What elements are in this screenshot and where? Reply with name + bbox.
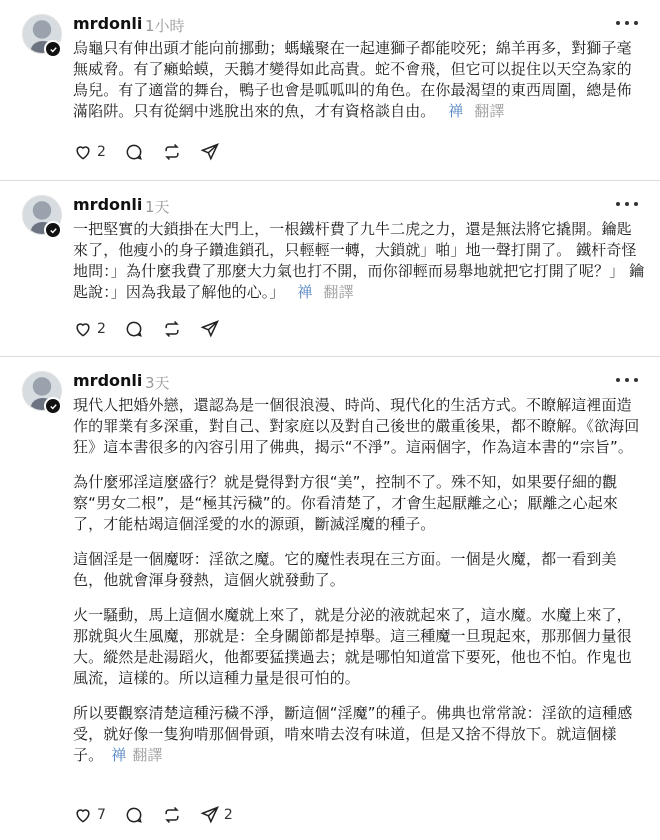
post-paragraph: 為什麼邪淫這麼盛行？就是覺得對方很“美”，控制不了。殊不知，如果要仔細的觀察“男女二根”，是“極其污穢”的。你看清楚了，才會生起厭離之心；厭離之心起來了，才能枯竭這個淫愛的水的源頭，斷滅淫魔的種子。 <box>73 473 618 533</box>
more-options-icon[interactable] <box>616 199 638 209</box>
heart-icon <box>73 142 93 162</box>
post-actions <box>73 803 251 827</box>
language-tag: 禅 <box>111 746 127 764</box>
more-options-icon[interactable] <box>616 18 638 28</box>
comment-icon <box>124 805 144 825</box>
username[interactable]: mrdonli <box>73 14 143 33</box>
post-paragraph: 一把堅實的大鎖掛在大門上，一根鐵杆費了九牛二虎之力，還是無法將它撬開。鑰匙來了，他瘦小的身子鑽進鎖孔，只輕輕一轉，大鎖就」啪」地一聲打開了。 鐵杆奇怪地問：」為什麼我費了那麼大力氣也打不開，而你卻輕而易舉地就把它打開了呢？」 鑰匙說：」因為我最了解他的心。」 <box>73 220 645 301</box>
post-body <box>73 219 645 303</box>
translate-link[interactable]: 翻譯 <box>132 746 163 764</box>
post-paragraph: 火一騷動，馬上這個水魔就上來了，就是分泌的液就起來了，這水魔。水魔上來了，那就與火生風魔，那就是：全身關節都是掉舉。這三種魔一旦現起來，那那個力量很大。縱然是赴湯蹈火，他都要猛撲過去；就是哪怕知道當下要死，他也不怕。作鬼也風流，這樣的。所以這種力量是很可怕的。 <box>73 606 632 687</box>
language-tag: 禅 <box>448 102 464 120</box>
send-icon <box>200 319 220 339</box>
verified-badge-icon <box>44 221 62 239</box>
like-button[interactable] <box>73 142 106 162</box>
reply-button[interactable] <box>124 142 144 162</box>
username[interactable]: mrdonli <box>73 371 143 390</box>
post-time[interactable]: 1天 <box>145 198 170 216</box>
send-icon <box>200 142 220 162</box>
repost-button[interactable] <box>162 142 182 162</box>
like-count: 7 <box>97 807 106 823</box>
post-actions <box>73 317 242 341</box>
comment-icon <box>124 319 144 339</box>
post-actions <box>73 140 242 164</box>
like-button[interactable] <box>73 319 106 339</box>
reply-button[interactable] <box>124 319 144 339</box>
share-button[interactable] <box>200 805 233 825</box>
verified-badge-icon <box>44 397 62 415</box>
heart-icon <box>73 805 93 825</box>
post-divider <box>0 356 660 357</box>
repost-button[interactable] <box>162 805 182 825</box>
share-count: 2 <box>223 807 233 823</box>
repost-icon <box>162 805 182 825</box>
send-icon <box>200 805 220 825</box>
post-body <box>73 38 645 122</box>
repost-icon <box>162 319 182 339</box>
share-button[interactable] <box>200 319 224 339</box>
post-paragraph-last <box>73 703 645 766</box>
translate-link[interactable]: 翻譯 <box>474 102 505 120</box>
repost-button[interactable] <box>162 319 182 339</box>
post-paragraph: 現代人把婚外戀，還認為是一個很浪漫、時尚、現代化的生活方式。不瞭解這裡面造作的罪業有多深重，對自己、對家庭以及對自己後世的嚴重後果，都不瞭解。《欲海回狂》這本書很多的內容引用了佛典，揭示“不淨”。這兩個字，作為這本書的“宗旨”。 <box>73 396 640 456</box>
heart-icon <box>73 319 93 339</box>
post-paragraph: 所以要觀察清楚這種污穢不淨，斷這個“淫魔”的種子。佛典也常常說：淫欲的這種感受，就好像一隻狗啃那個骨頭，啃來啃去沒有味道，但是又捨不得放下。就這個樣子。 <box>73 704 633 764</box>
share-button[interactable] <box>200 142 224 162</box>
post-paragraph: 烏龜只有伸出頭才能向前挪動；螞蟻聚在一起連獅子都能咬死；綿羊再多，對獅子毫無威脅。有了癩蛤蟆，天鵝才變得如此高貴。蛇不會飛，但它可以捉住以天空為家的鳥兒。有了適當的舞台，鴨子也會是呱呱叫的角色。在你最渴望的東西周圍，總是佈滿陷阱。只有從網中逃脫出來的魚，才有資格談自由。 <box>73 39 632 120</box>
like-button[interactable] <box>73 805 106 825</box>
post-time[interactable]: 3天 <box>145 374 170 392</box>
post-time[interactable]: 1小時 <box>145 17 185 35</box>
reply-button[interactable] <box>124 805 144 825</box>
verified-badge-icon <box>44 40 62 58</box>
username[interactable]: mrdonli <box>73 195 143 214</box>
repost-icon <box>162 142 182 162</box>
like-count: 2 <box>97 144 106 160</box>
post-divider <box>0 180 660 181</box>
post-body <box>73 395 645 766</box>
comment-icon <box>124 142 144 162</box>
translate-link[interactable]: 翻譯 <box>323 283 354 301</box>
language-tag: 禅 <box>297 283 313 301</box>
post-paragraph: 這個淫是一個魔呀：淫欲之魔。它的魔性表現在三方面。一個是火魔，都一看到美色，他就會渾身發熱，這個火就發動了。 <box>73 550 617 589</box>
more-options-icon[interactable] <box>616 375 638 385</box>
like-count: 2 <box>97 321 106 337</box>
